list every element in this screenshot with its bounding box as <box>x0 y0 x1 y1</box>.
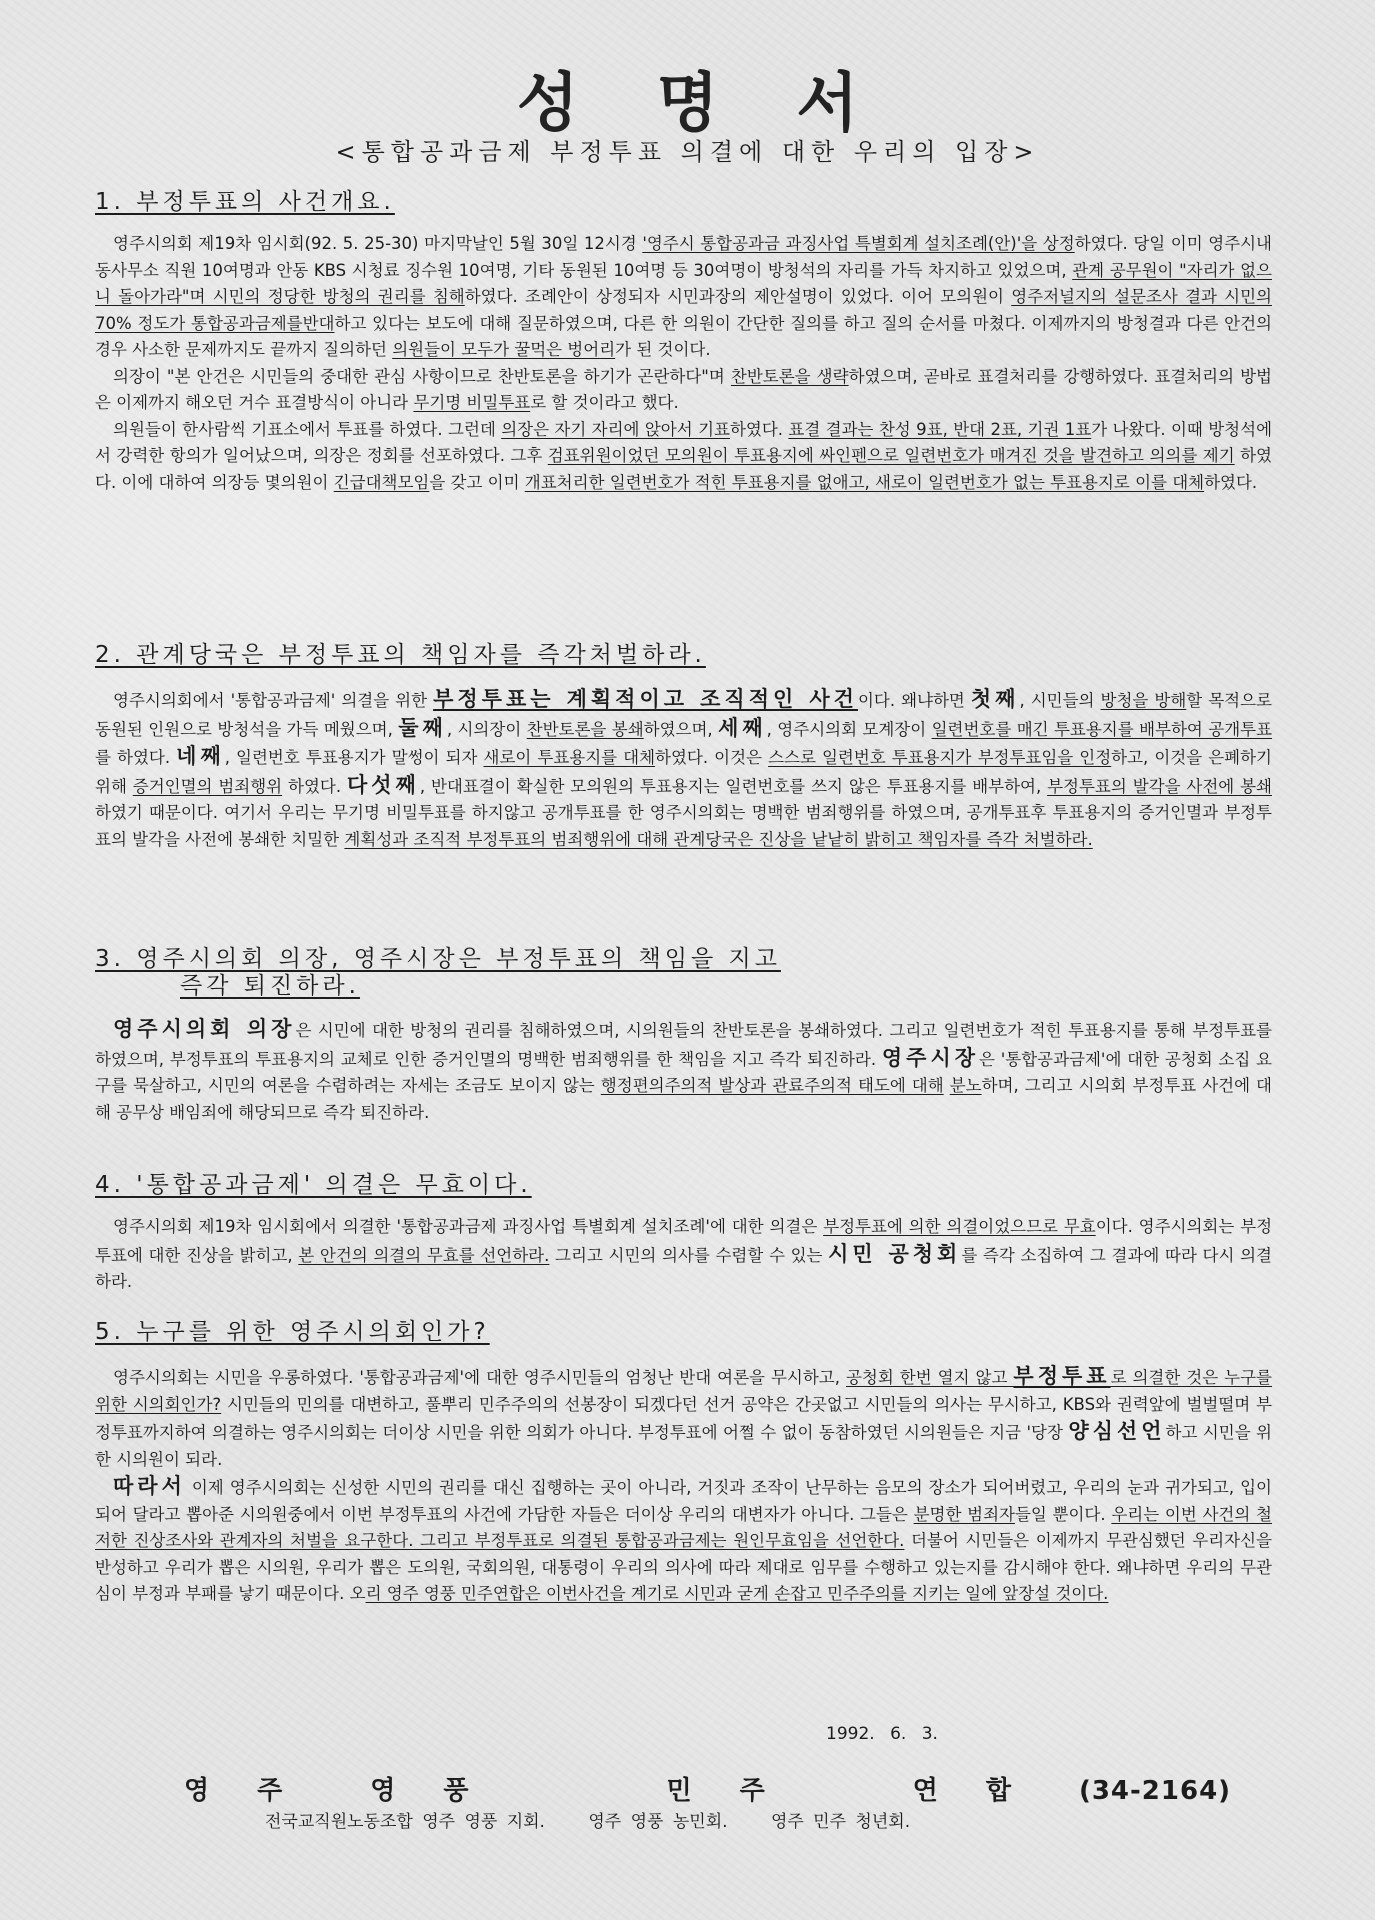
underlined-text: 우리는 이번 사건의 철저한 진상조사와 관계자의 처벌을 요구한다. 그리고 부정투표로 의결된 통합공과금제는 원인무효임을 선언한다. <box>95 1504 1272 1550</box>
body-text: 가 나왔다. 이때 방청석에서 강력한 항의가 일어났으며, 의장은 정회를 선포하였다. 그후 <box>95 419 1273 465</box>
underlined-text: 로 의결한 것은 누구를 위한 시의회인가? <box>95 1368 1272 1414</box>
body-text: 하고, 이것을 은폐하기 위해 <box>95 748 1272 796</box>
underlined-text: 긴급대책모임 <box>333 472 430 492</box>
emphasized-text: 부정투표 <box>1013 1364 1111 1388</box>
body-text: 하였다. 조례안이 상정되자 시민과장의 제안설명이 있었다. 이어 모의원이 <box>464 287 1012 306</box>
body-text: 를 하였다. <box>95 748 177 767</box>
underlined-text: 관계 공무원이 "자리가 없으니 돌아가라"며 시민의 정당한 방청의 권리를 침해 <box>95 260 1272 306</box>
document-subtitle: <통합공과금제 부정투표 의결에 대한 우리의 입장> <box>335 138 1040 166</box>
body-text: , 시민들의 <box>1019 691 1101 710</box>
underlined-text: 영주저널지의 설문조사 결과 시민의 70% 정도가 통합공과금제를반대 <box>95 287 1272 333</box>
underlined-text: 의원들이 모두가 꿀먹은 벙어리 <box>392 340 616 359</box>
body-text: , 일련번호 투표용지가 말썽이 되자 <box>224 748 484 767</box>
org-word: 연합 <box>912 1776 1059 1806</box>
section-5-heading: 5. 누구를 위한 영주시의회인가? <box>95 1319 490 1345</box>
body-text: 하였다. <box>282 776 347 796</box>
member-org: 전국교직원노동조합 영주 영풍 지회. <box>265 1812 545 1832</box>
body-text: 더불어 시민들은 이제까지 무관심했던 우리자신을 반성하고 우리가 뽑은 시의원, 우리가 뽑은 도의원, 국회의원, 대통령이 우리의 의사에 따라 제대로 임무를 수행하고 있는지를 감시해야 한다. 왜냐하면 우리의 무관심이 부정과 부패를 낳기 때문이다. 오 <box>95 1531 1272 1603</box>
body-text: 하고 있다는 보도에 대해 질문하였으며, 다른 한 의원이 간단한 질의를 하고 질의 순서를 마쳤다. 이제까지의 방청결과 다른 안건의 경우 사소한 문제까지도 끝까지 질의하던 <box>95 313 1272 359</box>
section-1-body <box>95 231 1272 496</box>
body-text: 하였다. 당일 이미 영주시내 동사무소 직원 10여명과 안동 KBS 시청료 징수원 10여명, 기타 동원된 10여명 등 30여명이 방청석의 자리를 가득 차지하고 있었으며, <box>95 234 1272 280</box>
body-text: , 영주시의회 모계장이 <box>766 719 932 739</box>
underlined-text: 무기명 비밀투표 <box>413 393 531 412</box>
org-phone: (34-2164) <box>1078 1776 1232 1806</box>
body-text: 영주시의회 제19차 임시회에서 의결한 '통합공과금제 과징사업 특별회계 설치조례'에 대한 의결은 <box>113 1217 824 1236</box>
org-word: 영풍 <box>370 1776 517 1806</box>
section-4-body <box>95 1214 1272 1296</box>
body-text: 시민들의 민의를 대변하고, 풀뿌리 민주주의의 선봉장이 되겠다던 선거 공약은 간곳없고 시민들의 의사는 무시하고, KBS와 권력앞에 벌벌떨며 부정투표까지하여 의결하는 영주시의회는 더이상 시민을 위한 의회가 아니다. 부정투표에 어쩔 수 없이 동참하였던 시의원들은 지금 '당장 <box>95 1394 1273 1442</box>
underlined-text: 부정투표에 의한 의결이었으므로 무효 <box>823 1217 1096 1236</box>
section-3-body <box>95 1016 1272 1126</box>
underlined-text: 스스로 일련번호 투표용지가 부정투표임을 인정 <box>768 748 1112 767</box>
underlined-text: 검표위원이었던 모의원이 투표용지에 싸인펜으로 일련번호가 매겨진 것을 발견하고 의의를 제기 <box>547 446 1235 465</box>
body-text: 이다. 영주시의회는 부정투표에 대한 진상을 밝히고, <box>95 1217 1273 1265</box>
paragraph <box>95 364 1272 417</box>
body-text: 영주시의회에서 '통합공과금제' 의결을 위한 <box>113 691 434 710</box>
underlined-text: '영주시 통합공과금 과징사업 특별회계 설치조례(안)'을 상정 <box>642 234 1075 253</box>
statement-date: 1992. 6. 3. <box>826 1724 938 1744</box>
underlined-text: 방청을 방해 <box>1100 691 1187 710</box>
body-text: 을 갖고 이미 <box>429 472 525 492</box>
paragraph <box>95 1214 1272 1296</box>
underlined-text: 계획성과 조직적 부정투표의 범죄행위에 대해 관계당국은 진상을 낱낱히 밝히고 책임자를 즉각 처벌하라. <box>344 829 1093 849</box>
section-4-heading: 4. '통합공과금제' 의결은 무효이다. <box>95 1172 532 1198</box>
body-text: 하였으며, <box>643 719 719 739</box>
emphasized-text: 첫째 <box>970 687 1020 711</box>
underlined-text: 분노 <box>949 1076 982 1095</box>
body-text: 의원들이 한사람씩 기표소에서 투표를 하였다. 그런데 <box>113 419 502 439</box>
section-5-body <box>95 1363 1272 1608</box>
emphasized-text: 부정투표는 계획적이고 조직적인 사건 <box>433 687 858 711</box>
underlined-text: 공청회 한번 열지 않고 <box>845 1368 1014 1387</box>
emphasized-text: 둘째 <box>398 715 447 740</box>
body-text: 할 목적으로 동원된 인원으로 방청석을 가득 메웠으며, <box>95 691 1272 739</box>
body-text: 은 '통합공과금제'에 대한 공청회 소집 요구를 묵살하고, 시민의 여론을 수렴하려는 자세는 조금도 보이지 않는 <box>95 1049 1272 1095</box>
underlined-text: 찬반토론을 생략 <box>730 366 849 386</box>
underlined-text: 찬반토론을 봉쇄 <box>526 719 644 739</box>
emphasized-text: 세째 <box>718 715 767 740</box>
body-text: 하고 시민을 위한 시의원이 되라. <box>95 1423 1272 1469</box>
emphasized-text: 시민 공청회 <box>828 1241 962 1266</box>
emphasized-text: 양심선언 <box>1068 1419 1166 1443</box>
underlined-text: 증거인멸의 범죄행위 <box>132 776 283 796</box>
emphasized-text: 영주시의회 의장 <box>113 1017 296 1041</box>
body-text: 하였기 때문이다. 여기서 우리는 무기명 비밀투표를 하지않고 공개투표를 한 영주시의회는 명백한 범죄행위를 하였으며, 공개투표후 투표용지의 증거인멸과 부정투표의 발각을 사전에 봉쇄한 치밀한 <box>95 803 1272 849</box>
emphasized-text: 따라서 <box>113 1474 186 1498</box>
body-text: 들일 뿐이다. <box>1014 1504 1112 1524</box>
body-text: 하였다. <box>1204 472 1258 492</box>
body-text: 가 된 것이다. <box>615 340 711 359</box>
underlined-text: 리 영주 영풍 민주연합은 이번사건을 계기로 시민과 굳게 손잡고 민주주의를 지키는 일에 앞장설 것이다. <box>365 1584 1109 1603</box>
paragraph <box>95 1473 1272 1608</box>
org-word: 민주 <box>666 1776 813 1806</box>
emphasized-text: 다섯째 <box>346 772 420 797</box>
underlined-text: 행정편의주의적 발상과 관료주의적 태도에 대해 <box>600 1076 944 1095</box>
body-text: 하였다. 이에 대하여 의장등 몇의원이 <box>95 446 1272 492</box>
member-org: 영주 민주 청년회. <box>770 1812 911 1832</box>
body-text: 하였다. 이것은 <box>655 748 769 767</box>
section-2-heading: 2. 관계당국은 부정투표의 책임자를 즉각처벌하라. <box>95 642 706 668</box>
member-organizations <box>265 1807 944 1832</box>
body-text: 하며, 그리고 시의회 부정투표 사건에 대해 공무상 배임죄에 해당되므로 즉각 퇴진하라. <box>95 1076 1272 1122</box>
emphasized-text: 영주시장 <box>881 1045 980 1070</box>
section-2-body <box>95 686 1272 853</box>
body-text: 의장이 "본 안건은 시민들의 중대한 관심 사항이므로 찬반토론을 하기가 곤란하다"며 <box>113 366 731 386</box>
underlined-text: 의장은 자기 자리에 앉아서 기표 <box>501 419 730 439</box>
underlined-text: 표결 결과는 찬성 9표, 반대 2표, 기권 1표 <box>788 419 1092 439</box>
body-text: 하였다. <box>729 419 789 439</box>
underlined-text: 분명한 범죄자 <box>913 1504 1015 1524</box>
body-text: 를 즉각 소집하여 그 결과에 따라 다시 의결하라. <box>95 1245 1272 1291</box>
body-text: , 반대표결이 확실한 모의원의 투표용지는 일련번호를 쓰지 않은 투표용지를 배부하여, <box>419 776 1048 796</box>
body-text: 이제 영주시의회는 신성한 시민의 권리를 대신 집행하는 곳이 아니라, 거짓과 조작이 난무하는 음모의 장소가 되어버렸고, 우리의 눈과 귀가되고, 입이되어 달라고 뽑아준 시의원중에서 이번 부정투표의 사건에 가담한 자들은 더이상 우리의 대변자가 아니다. 그들은 <box>95 1478 1272 1524</box>
member-org: 영주 영풍 농민회. <box>588 1812 728 1832</box>
body-text: 하였으며, 곧바로 표결처리를 강행하였다. 표결처리의 방법은 이제까지 해오던 거수 표결방식이 아니라 <box>95 366 1272 412</box>
body-text: , 시의장이 <box>446 719 527 739</box>
paragraph <box>95 231 1272 364</box>
section-3-heading: 3. 영주시의회 의장, 영주시장은 부정투표의 책임을 지고 <box>95 946 781 972</box>
paragraph <box>95 1016 1272 1126</box>
organization-name <box>184 1770 1231 1807</box>
body-text: 로 할 것이라고 했다. <box>530 393 679 412</box>
section-3-heading-line2: 즉각 퇴진하라. <box>180 973 360 999</box>
body-text: 그리고 시민의 의사를 수렴할 수 있는 <box>549 1245 829 1265</box>
paragraph <box>95 686 1272 853</box>
emphasized-text: 네째 <box>176 744 225 768</box>
paragraph <box>95 417 1272 497</box>
body-text: 영주시의회 제19차 임시회(92. 5. 25-30) 마지막날인 5월 30일 12시경 <box>113 234 643 253</box>
section-1-heading: 1. 부정투표의 사건개요. <box>95 189 395 215</box>
underlined-text: 본 안건의 의결의 무효를 선언하라. <box>298 1245 550 1265</box>
body-text: 은 시민에 대한 방청의 권리를 침해하였으며, 시의원들의 찬반토론을 봉쇄하였다. 그리고 일련번호가 적힌 투표용지를 통해 부정투표를 하였으며, 부정투표의 투표용지의 교체로 인한 증거인멸의 명백한 범죄행위를 한 책임을 지고 즉각 퇴진하라. <box>95 1021 1272 1069</box>
document-title: 성명서 <box>516 67 937 141</box>
underlined-text: 새로이 투표용지를 대체 <box>483 748 656 767</box>
underlined-text: 일련번호를 매긴 투표용지를 배부하여 공개투표 <box>931 719 1273 739</box>
body-text: 영주시의회는 시민을 우롱하였다. '통합공과금제'에 대한 영주시민들의 엄청난 반대 여론을 무시하고, <box>113 1368 846 1387</box>
org-word: 영주 <box>184 1776 331 1806</box>
body-text: 이다. 왜냐하면 <box>857 691 971 710</box>
underlined-text: 개표처리한 일련번호가 적힌 투표용지를 없애고, 새로이 일련번호가 없는 투표용지로 이를 대체 <box>524 472 1205 492</box>
paragraph <box>95 1363 1272 1473</box>
underlined-text: 부정투표의 발각을 사전에 봉쇄 <box>1047 776 1272 796</box>
